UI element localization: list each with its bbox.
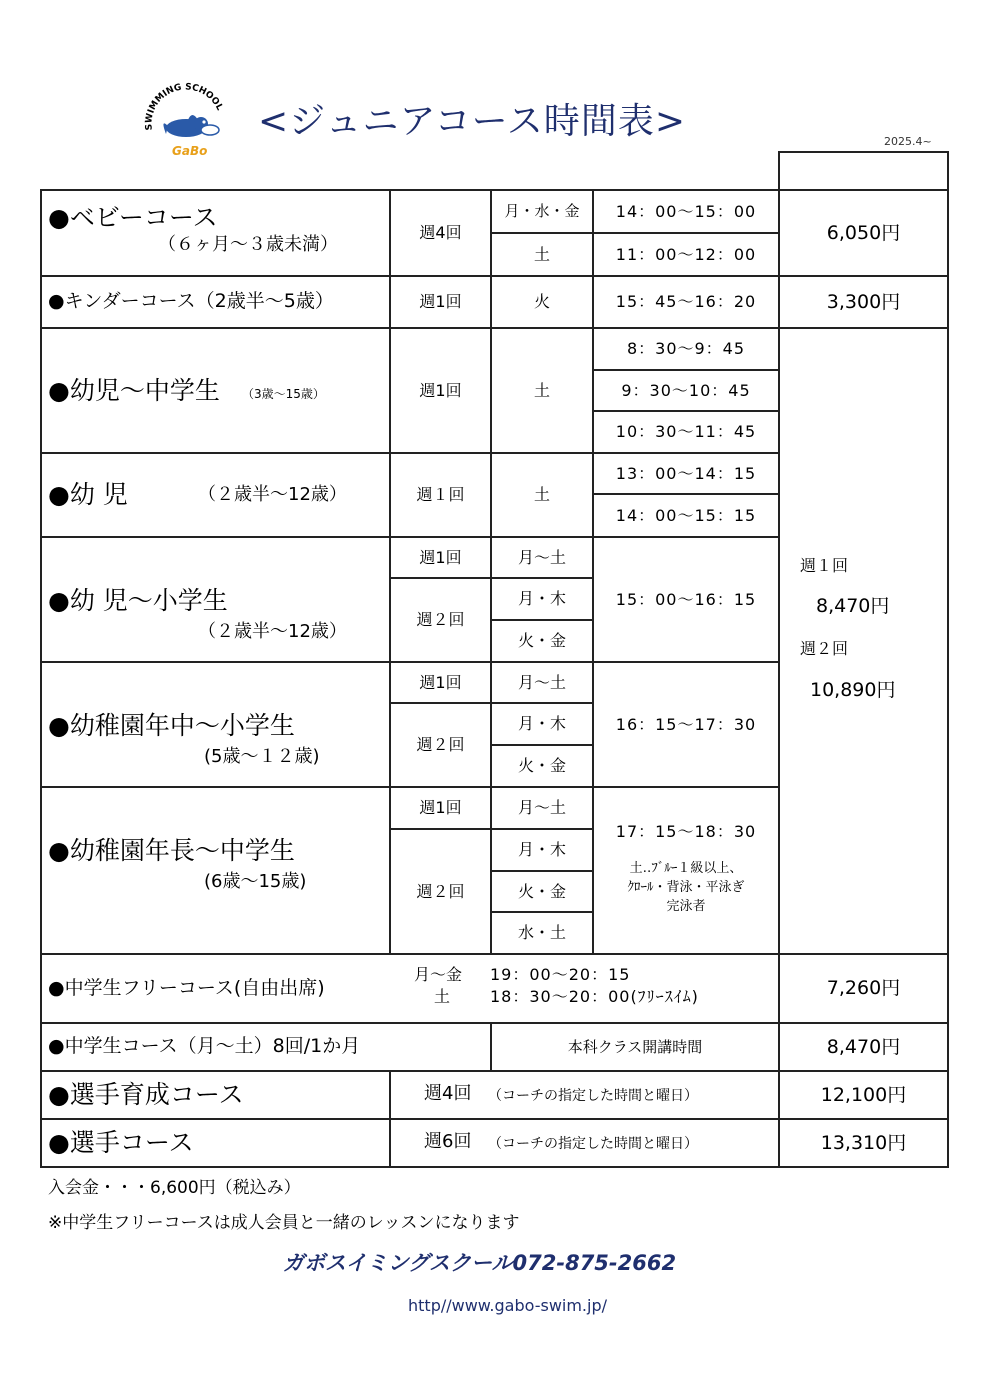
kinder-freq: 週1回 [419, 292, 462, 311]
child-time-1: 13：00～14：15 [615, 463, 757, 483]
baby-price: 6,050円 [826, 221, 901, 244]
baby-freq: 週4回 [419, 223, 462, 242]
child-es-freq-2: 週２回 [416, 610, 465, 629]
athlete-price: 13,310円 [820, 1131, 907, 1154]
jhs-free-days-2: 土 [434, 987, 451, 1006]
kg-jhs-freq-1: 週1回 [419, 798, 462, 817]
shared-price-label-1: 週１回 [800, 556, 849, 575]
kg-jhs-days-1: 月～土 [517, 798, 566, 817]
logo-brand: GaBo [172, 144, 208, 158]
baby-days-2: 土 [533, 244, 550, 264]
kg-jhs-days-4: 水・土 [517, 923, 566, 942]
child-course-age: （２歳半～12歳） [198, 484, 347, 505]
kg-es-time: 16：15～17：30 [615, 714, 757, 734]
contact-phone: ガボスイミングスクール072-875-2662 [283, 1251, 677, 1275]
kg-es-freq-2: 週２回 [416, 735, 465, 754]
website-url[interactable]: http//www.gabo-swim.jp/ [408, 1296, 608, 1315]
child-jhs-time-2: 9：30～10：45 [621, 380, 751, 400]
jhs-free-time-2: 18：30～20：00(ﾌﾘｰｽｲﾑ) [490, 987, 699, 1006]
jhs-course-note: 本科クラス開講時間 [567, 1037, 703, 1056]
shared-price-1: 8,470円 [816, 595, 890, 617]
jhs-free-course-name: ●中学生フリーコース(自由出席) [48, 977, 325, 999]
child-jhs-course-name: ●幼児～中学生 [48, 376, 220, 405]
kg-es-course-age: (5歳～１２歳) [204, 746, 320, 767]
baby-time-2: 11：00～12：00 [615, 244, 757, 264]
kg-es-course-name: ●幼稚園年中～小学生 [48, 711, 295, 740]
child-days: 土 [533, 485, 550, 504]
page-title: <ジュニアコース時間表> [258, 101, 687, 142]
child-es-days-3: 火・金 [517, 631, 566, 650]
child-es-freq-1: 週1回 [419, 547, 462, 567]
baby-course-name: ●ベビーコース [48, 203, 218, 232]
athlete-freq: 週6回 [424, 1131, 472, 1152]
kinder-course-name: ●キンダーコース（2歳半～5歳） [48, 290, 334, 312]
kg-jhs-note-1: 土‥ﾌﾞﾙｰ１級以上、 [629, 860, 743, 876]
kg-jhs-days-3: 火・金 [517, 881, 566, 901]
kinder-price: 3,300円 [826, 290, 901, 313]
baby-time-1: 14：00～15：00 [615, 201, 757, 221]
shared-price-2: 10,890円 [810, 679, 896, 701]
athlete-course-name: ●選手コース [48, 1128, 194, 1157]
kinder-days: 火 [533, 292, 550, 311]
jhs-course-price: 8,470円 [826, 1035, 901, 1058]
kg-es-days-3: 火・金 [517, 756, 566, 775]
shared-price-label-2: 週２回 [800, 639, 849, 658]
child-course-name: ●幼 児 [48, 480, 128, 509]
jhs-free-time-1: 19：00～20：15 [490, 965, 631, 984]
child-es-course-name: ●幼 児～小学生 [48, 586, 228, 615]
athlete-note: （コーチの指定した時間と曜日） [488, 1136, 698, 1152]
child-es-days-1: 月～土 [517, 547, 566, 567]
membership-fee: 入会金・・・6,600円（税込み） [48, 1178, 301, 1198]
kg-jhs-note-2: ｸﾛｰﾙ・背泳・平泳ぎ [627, 879, 745, 895]
footer-note: ※中学生フリーコースは成人会員と一緒のレッスンになります [48, 1213, 520, 1233]
kinder-time: 15：45～16：20 [615, 292, 757, 311]
kg-jhs-note-3: 完泳者 [666, 898, 706, 914]
baby-days-1: 月・水・金 [504, 202, 580, 220]
athlete-dev-note: （コーチの指定した時間と曜日） [488, 1088, 698, 1104]
athlete-dev-course-name: ●選手育成コース [48, 1080, 244, 1109]
kg-jhs-course-name: ●幼稚園年長～中学生 [48, 836, 295, 865]
jhs-free-price: 7,260円 [826, 977, 901, 999]
child-jhs-freq: 週1回 [419, 380, 462, 400]
kg-jhs-time: 17：15～18：30 [615, 822, 757, 841]
child-jhs-days: 土 [533, 380, 550, 400]
kg-jhs-freq-2: 週２回 [416, 881, 465, 901]
child-jhs-course-age: （3歳～15歳） [242, 387, 325, 401]
effective-date: 2025.4~ [884, 135, 932, 148]
kg-es-days-2: 月・木 [517, 714, 566, 733]
kg-jhs-course-age: (6歳～15歳) [204, 871, 307, 892]
child-es-days-2: 月・木 [517, 589, 566, 608]
logo-arc-text: SWIMMING SCHOOL [144, 82, 225, 131]
kg-es-days-1: 月～土 [517, 672, 566, 692]
baby-course-age: （６ヶ月～３歳未満） [158, 234, 338, 255]
child-es-course-age: （２歳半～12歳） [198, 621, 347, 642]
athlete-dev-price: 12,100円 [820, 1083, 907, 1106]
jhs-course-name: ●中学生コース（月～土）8回/1か月 [48, 1035, 361, 1057]
kg-jhs-days-2: 月・木 [517, 840, 566, 859]
child-time-2: 14：00～15：15 [615, 505, 757, 525]
kg-es-freq-1: 週1回 [419, 672, 462, 692]
child-jhs-time-3: 10：30～11：45 [615, 422, 757, 441]
athlete-dev-freq: 週4回 [424, 1083, 472, 1104]
child-jhs-time-1: 8：30～9：45 [626, 339, 746, 358]
jhs-free-days-1: 月～金 [414, 965, 463, 984]
child-es-time: 15：00～16：15 [615, 589, 757, 609]
child-freq: 週１回 [416, 485, 465, 504]
